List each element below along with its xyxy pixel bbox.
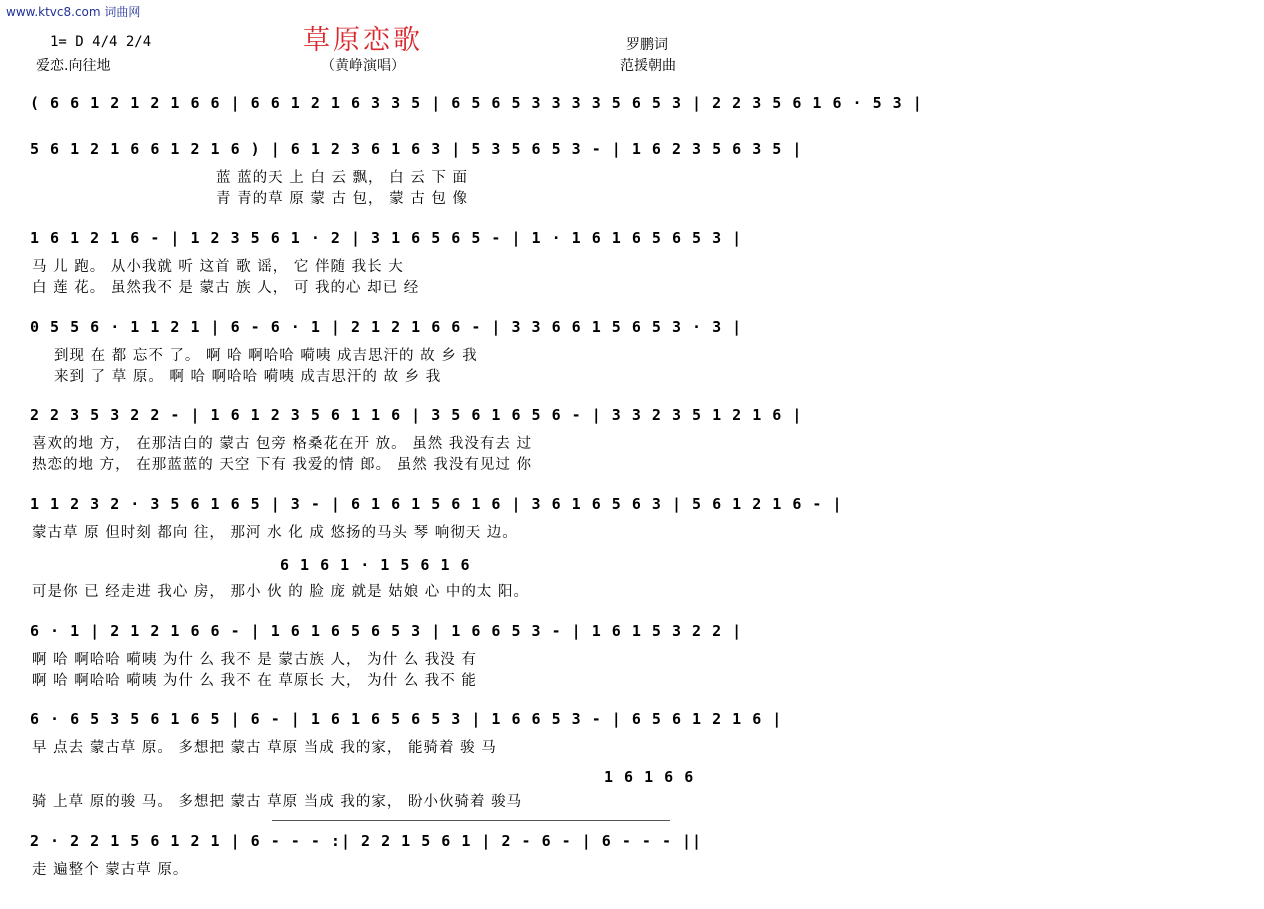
score-system	[30, 140, 803, 207]
mood-marking: 爱恋.向往地	[36, 58, 111, 74]
score-system	[30, 622, 743, 689]
score-system-alt	[30, 556, 690, 600]
notation-line: 2 · 2 2 1 5 6 1 2 1 | 6 - - - :| 2 2 1 5 6 1 | 2 - 6 - | 6 - - - ||	[30, 832, 703, 850]
song-title: 草原恋歌	[303, 25, 423, 56]
lyric-verse-2: 可是你 已 经走进 我心 房， 那小 伙 的 脸 庞 就是 姑娘 心 中的太 阳。	[32, 584, 530, 600]
lyric-verse-2: 骑 上草 原的骏 马。 多想把 蒙古 草原 当成 我的家， 盼小伙骑着 骏马	[32, 794, 523, 810]
notation-line: 0 5 5 6 · 1 1 2 1 | 6 - 6 · 1 | 2 1 2 1 6 6 - | 3 3 6 6 1 5 6 5 3 · 3 |	[30, 318, 743, 336]
lyric-verse-2: 热恋的地 方， 在那蓝蓝的 天空 下有 我爱的情 郎。 虽然 我没有见过 你	[32, 457, 532, 473]
notation-line: 1 6 1 2 1 6 - | 1 2 3 5 6 1 · 2 | 3 1 6 5 6 5 - | 1 · 1 6 1 6 5 6 5 3 |	[30, 229, 743, 247]
site-url: www.ktvc8.com 词曲网	[6, 5, 141, 19]
lyric-verse-2: 来到 了 草 原。 啊 哈 啊哈哈 嗬咦 成吉思汗的 故 乡 我	[54, 369, 442, 385]
lyric-verse-1: 到现 在 都 忘不 了。 啊 哈 啊哈哈 嗬咦 成吉思汗的 故 乡 我	[54, 348, 478, 364]
notation-line: 6 · 6 5 3 5 6 1 6 5 | 6 - | 1 6 1 6 5 6 5 3 | 1 6 6 5 3 - | 6 5 6 1 2 1 6 |	[30, 710, 783, 728]
composer-credit: 范援朝曲	[620, 58, 676, 74]
score-system	[30, 710, 783, 756]
notation-line-alt: 6 1 6 1 · 1 5 6 1 6	[280, 556, 471, 574]
notation-line: 5 6 1 2 1 6 6 1 2 1 6 ) | 6 1 2 3 6 1 6 3 | 5 3 5 6 5 3 - | 1 6 2 3 5 6 3 5 |	[30, 140, 803, 158]
score-system	[30, 832, 703, 878]
lyric-verse-2: 青 青的草 原 蒙 古 包， 蒙 古 包 像	[216, 191, 468, 207]
notation-line-alt: 1 6 1 6 6	[604, 768, 695, 786]
notation-line: 1 1 2 3 2 · 3 5 6 1 6 5 | 3 - | 6 1 6 1 5 6 1 6 | 3 6 1 6 5 6 3 | 5 6 1 2 1 6 - |	[30, 495, 843, 513]
lyric-verse-1: 马 儿 跑。 从小我就 听 这首 歌 谣， 它 伴随 我长 大	[32, 259, 404, 275]
lyric-verse-1: 蓝 蓝的天 上 白 云 飘， 白 云 下 面	[216, 170, 468, 186]
lyric-verse-2: 白 莲 花。 虽然我不 是 蒙古 族 人， 可 我的心 却已 经	[32, 280, 420, 296]
score-system	[30, 495, 843, 541]
score-system	[30, 94, 923, 114]
lyric-verse-1: 喜欢的地 方， 在那洁白的 蒙古 包旁 格桑花在开 放。 虽然 我没有去 过	[32, 436, 532, 452]
lyric-verse-1: 早 点去 蒙古草 原。 多想把 蒙古 草原 当成 我的家， 能骑着 骏 马	[32, 740, 497, 756]
score-system	[30, 406, 803, 473]
score-system	[30, 229, 743, 296]
score-system-alt	[30, 768, 695, 810]
volta-bracket	[272, 820, 670, 821]
singer-credit: （黄峥演唱）	[321, 58, 405, 74]
key-signature: 1= D 4/4 2/4	[50, 34, 152, 50]
notation-line: 6 · 1 | 2 1 2 1 6 6 - | 1 6 1 6 5 6 5 3 | 1 6 6 5 3 - | 1 6 1 5 3 2 2 |	[30, 622, 743, 640]
notation-line: 2 2 3 5 3 2 2 - | 1 6 1 2 3 5 6 1 1 6 | 3 5 6 1 6 5 6 - | 3 3 2 3 5 1 2 1 6 |	[30, 406, 803, 424]
score-system	[30, 318, 743, 385]
lyricist-credit: 罗鹏词	[626, 37, 668, 53]
notation-line: ( 6 6 1 2 1 2 1 6 6 | 6 6 1 2 1 6 3 3 5 | 6 5 6 5 3 3 3 3 5 6 5 3 | 2 2 3 5 6 1 6 · 5 3 |	[30, 94, 923, 112]
lyric-verse-1: 蒙古草 原 但时刻 都向 往， 那河 水 化 成 悠扬的马头 琴 响彻天 边。	[32, 525, 518, 541]
lyric-verse-2: 啊 哈 啊哈哈 嗬咦 为什 么 我不 在 草原长 大， 为什 么 我不 能	[32, 673, 477, 689]
lyric-verse-1: 走 遍整个 蒙古草 原。	[32, 862, 189, 878]
lyric-verse-1: 啊 哈 啊哈哈 嗬咦 为什 么 我不 是 蒙古族 人， 为什 么 我没 有	[32, 652, 477, 668]
